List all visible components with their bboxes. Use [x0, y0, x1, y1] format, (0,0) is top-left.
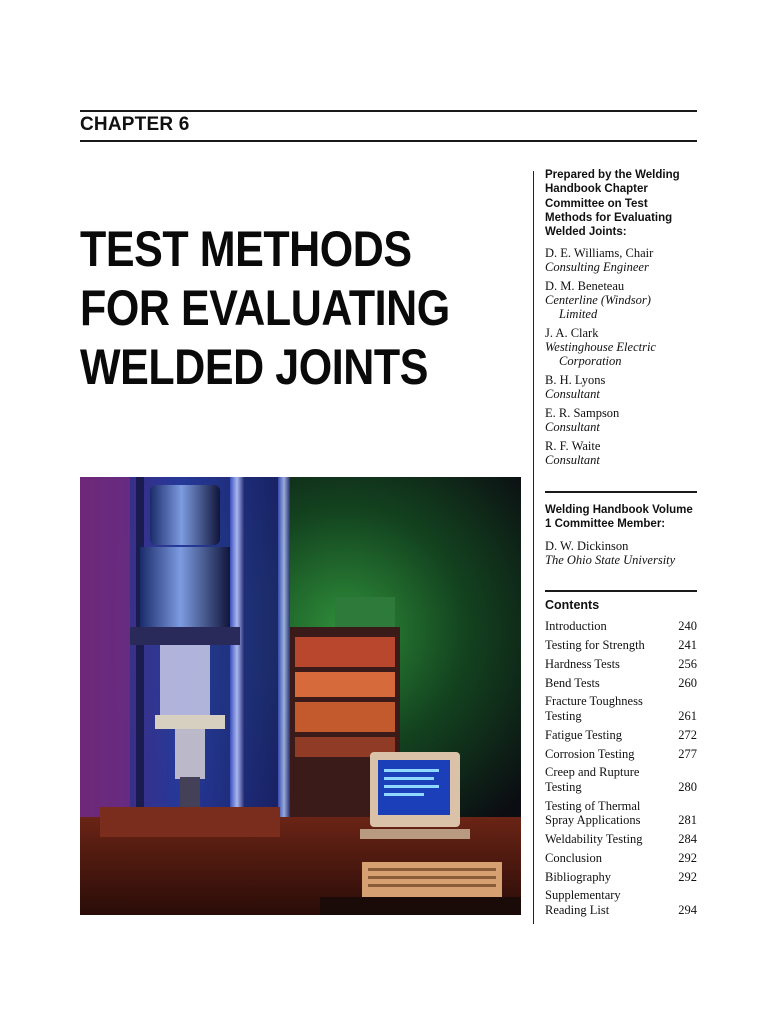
chapter-title — [80, 220, 458, 397]
sidebar-divider — [533, 171, 534, 924]
contents-item[interactable] — [545, 747, 697, 762]
contents-item-title: Introduction — [545, 619, 607, 634]
contents-item[interactable] — [545, 870, 697, 885]
committee-member — [545, 439, 697, 467]
chapter-label: CHAPTER 6 — [80, 114, 190, 135]
top-rule — [80, 110, 697, 112]
contents-item-title: Testing of Thermal Spray Applications — [545, 798, 641, 828]
title-line: WELDED JOINTS — [80, 339, 428, 395]
contents-item[interactable] — [545, 638, 697, 653]
member-affiliation: Consulting Engineer — [545, 260, 649, 275]
member-affiliation: Consultant — [545, 453, 600, 468]
member-name: J. A. Clark — [545, 326, 599, 341]
member-affiliation: Centerline (Windsor) Limited — [545, 293, 651, 322]
contents-item-page: 277 — [678, 746, 697, 761]
contents-item-title: Corrosion Testing — [545, 746, 635, 761]
contents-item-title: Weldability Testing — [545, 831, 643, 846]
contents-item-title: Creep and Rupture Testing — [545, 765, 640, 794]
committee-heading: Prepared by the Welding Handbook Chapter Committee on Test Methods for Evaluating Welded Joints: — [545, 169, 680, 239]
member-name: B. H. Lyons — [545, 373, 606, 388]
member-name: R. F. Waite — [545, 439, 601, 454]
chapter-rule — [80, 140, 697, 142]
contents-item-title: Fatigue Testing — [545, 727, 623, 742]
contents-item-title: Hardness Tests — [545, 656, 620, 671]
committee-list — [545, 246, 697, 467]
contents-item[interactable] — [545, 657, 697, 672]
member-affiliation: Consultant — [545, 387, 600, 402]
member-name: E. R. Sampson — [545, 406, 620, 421]
contents-item[interactable] — [545, 619, 697, 634]
contents-item[interactable] — [545, 832, 697, 847]
committee-member — [545, 373, 697, 401]
contents-item-page: 256 — [678, 656, 697, 671]
volume-section — [545, 503, 697, 567]
contents-item-title: Conclusion — [545, 850, 602, 865]
contents-item-page: 281 — [678, 813, 697, 828]
committee-rule — [545, 491, 697, 493]
contents-item[interactable] — [545, 851, 697, 866]
contents-list — [545, 619, 697, 917]
contents-item-page: 292 — [678, 869, 697, 884]
volume-rule — [545, 590, 697, 592]
contents-item-title: Supplementary Reading List — [545, 888, 621, 917]
committee-member — [545, 279, 697, 321]
title-line: TEST METHODS — [80, 221, 412, 277]
member-name: D. E. Williams, Chair — [545, 246, 654, 261]
contents-item-page: 260 — [678, 675, 697, 690]
contents-item-page: 272 — [678, 727, 697, 742]
committee-member — [545, 246, 697, 274]
committee-member — [545, 406, 697, 434]
contents-item-page: 240 — [678, 619, 697, 634]
member-affiliation: Consultant — [545, 420, 600, 435]
contents-heading: Contents — [545, 598, 600, 612]
member-name: D. M. Beneteau — [545, 279, 625, 294]
contents-item-page: 292 — [678, 850, 697, 865]
contents-item-page: 261 — [678, 708, 697, 723]
contents-item[interactable] — [545, 676, 697, 691]
volume-member-affiliation: The Ohio State University — [545, 552, 676, 567]
title-line: FOR EVALUATING — [80, 280, 450, 336]
contents-item[interactable] — [545, 888, 697, 917]
committee-section — [545, 168, 697, 472]
contents-item-title: Testing for Strength — [545, 638, 645, 653]
committee-member — [545, 326, 697, 368]
member-affiliation: Westinghouse Electric Corporation — [545, 340, 656, 369]
contents-item[interactable] — [545, 728, 697, 743]
lab-photo — [80, 477, 521, 915]
volume-member-name: D. W. Dickinson — [545, 538, 629, 553]
contents-item-page: 241 — [678, 638, 697, 653]
volume-heading: Welding Handbook Volume 1 Committee Member: — [545, 504, 693, 531]
contents-item-page: 280 — [678, 779, 697, 794]
contents-item-page: 294 — [678, 902, 697, 917]
contents-section — [545, 598, 697, 922]
contents-item-title: Fracture Toughness Testing — [545, 694, 643, 723]
contents-item[interactable] — [545, 694, 697, 723]
contents-item[interactable] — [545, 799, 697, 828]
contents-item-title: Bibliography — [545, 869, 611, 884]
contents-item[interactable] — [545, 765, 697, 794]
contents-item-title: Bend Tests — [545, 675, 600, 690]
contents-item-page: 284 — [678, 831, 697, 846]
